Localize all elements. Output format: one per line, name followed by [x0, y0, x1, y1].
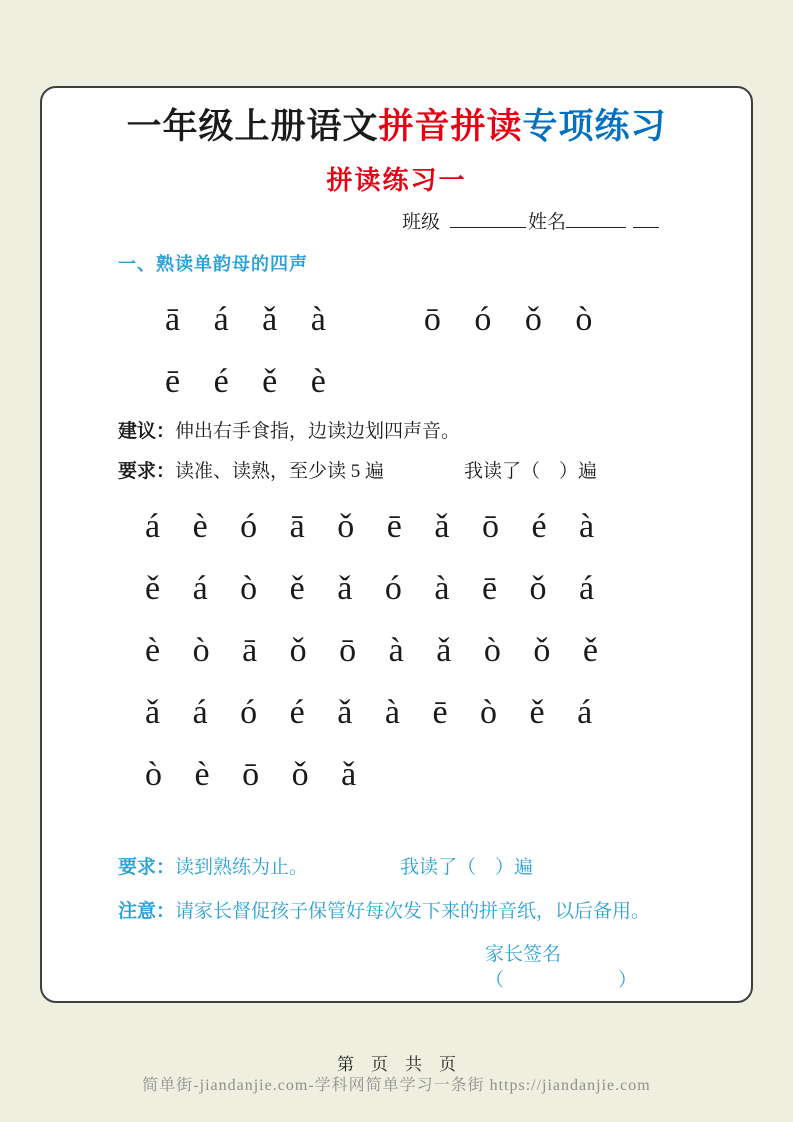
worksheet-card [40, 86, 753, 1003]
blue-requirement-text: 读到熟练为止。 [175, 857, 309, 878]
class-name-line [402, 210, 703, 236]
blue-requirement-line [118, 855, 703, 881]
page-number-footer: 第 页 共 页 [337, 1055, 456, 1074]
title-part-blue: 专项练习 [522, 107, 667, 146]
title-part-red: 拼音拼读 [378, 107, 523, 146]
pinyin-grid-row-1: á è ó ā ǒ ē ǎ ō é à [145, 508, 595, 545]
requirement-line [118, 459, 703, 485]
suggestion-line [118, 419, 703, 445]
vowel-row-a-o [165, 289, 703, 351]
pinyin-grid-row-3: è ò ā ǒ ō à ǎ ò ǒ ě [145, 632, 598, 669]
vowel-row-e: ē é ě è [165, 363, 326, 400]
class-label: 班级 [402, 212, 441, 233]
pinyin-grid-row-5: ò è ō ǒ ǎ [145, 756, 357, 793]
parent-signature-blank[interactable]: 家长签名（ ） [485, 944, 638, 991]
pinyin-grid-row-4: ǎ á ó é ǎ à ē ò ě á [145, 694, 593, 731]
notice-text: 请家长督促孩子保管好每次发下来的拼音纸，以后备用。 [175, 901, 651, 922]
name-blank-field[interactable] [566, 210, 626, 228]
worksheet-subtitle: 拼读练习一 [326, 166, 467, 195]
blue-requirement-label: 要求： [118, 857, 176, 878]
watermark-text: 简单街-jiandanjie.com-学科网简单学习一条街 https://jiandanjie.com [142, 1077, 651, 1094]
name-label: 姓名 [528, 212, 567, 233]
requirement-text: 读准、读熟，至少读 5 遍 [175, 461, 385, 482]
notice-line [118, 899, 703, 925]
notice-label: 注意： [118, 901, 176, 922]
title-part-black: 一年级上册语文 [126, 107, 379, 146]
suggestion-label: 建议： [118, 421, 176, 442]
page-title [90, 106, 703, 148]
section1-header: 一、熟读单韵母的四声 [118, 254, 308, 274]
blue-read-count-blank[interactable]: 我读了（ ）遍 [400, 857, 534, 878]
class-blank-field[interactable] [450, 210, 526, 228]
read-count-blank[interactable]: 我读了（ ）遍 [464, 461, 598, 482]
vowels-a-group: ā á ǎ à [165, 301, 326, 338]
vowels-o-group: ō ó ǒ ò [423, 301, 593, 338]
suggestion-text: 伸出右手食指，边读边划四声音。 [175, 421, 461, 442]
requirement-label: 要求： [118, 461, 176, 482]
pinyin-grid-row-2: ě á ò ě ǎ ó à ē ǒ á [145, 570, 595, 607]
pinyin-practice-grid [145, 496, 703, 806]
name-blank-field-extra[interactable] [633, 210, 659, 228]
